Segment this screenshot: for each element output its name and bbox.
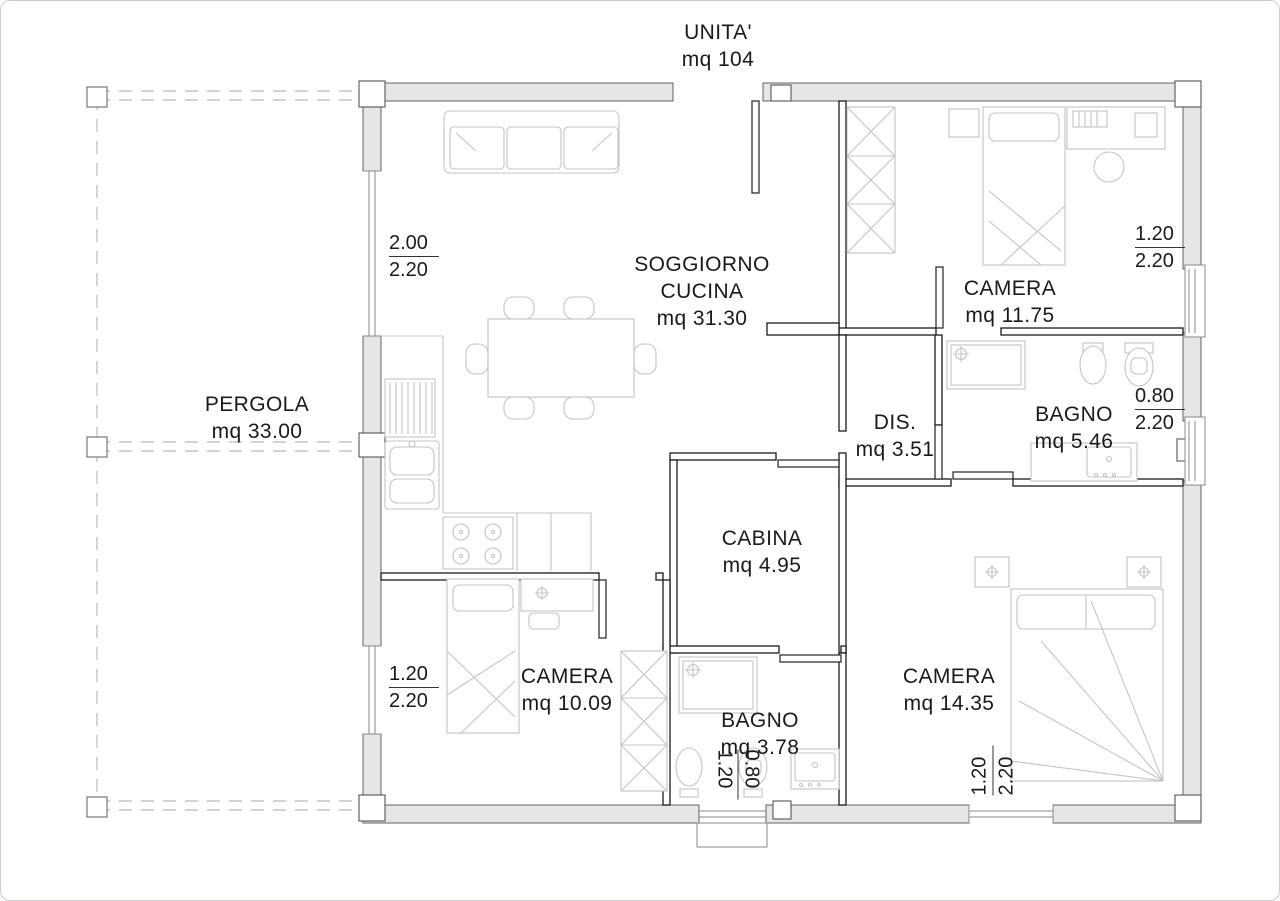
room-name: BAGNO — [1035, 403, 1113, 426]
dim-height: 2.20 — [389, 259, 428, 281]
room-area: mq 31.30 — [656, 307, 748, 330]
room-label-cabina — [672, 525, 852, 579]
camera2-door-leaf — [599, 580, 606, 638]
room-area: mq 11.75 — [965, 304, 1055, 327]
dim-height: 2.20 — [389, 690, 428, 712]
dim-width: 1.20 — [389, 662, 439, 688]
room-label-soggiorno — [612, 251, 792, 332]
room-name: CABINA — [721, 527, 803, 550]
sofa — [444, 111, 619, 173]
dimension-window-camera-bottom-left — [389, 662, 439, 713]
room-label-camera3 — [859, 663, 1039, 717]
dim-width: 0.80 — [1135, 384, 1185, 410]
entrance-door-leaf — [752, 101, 759, 193]
dimension-window-bagno-bottom — [713, 750, 764, 800]
dimension-window-camera-top-right — [1135, 222, 1185, 273]
dim-height: 2.20 — [1135, 412, 1174, 434]
dim-width: 0.80 — [738, 750, 764, 800]
pergola-area: mq 33.00 — [211, 420, 303, 443]
bagno2-door-leaf — [780, 655, 841, 662]
pergola-outline — [97, 91, 363, 810]
room-name: CAMERA — [520, 665, 614, 688]
plan-title — [628, 19, 808, 73]
dim-width: 2.00 — [389, 231, 439, 257]
room-area: mq 4.95 — [722, 554, 802, 577]
desk-camera1 — [1067, 107, 1165, 182]
dimension-window-camera-bottom-right — [968, 746, 1019, 796]
room-area: mq 3.51 — [855, 438, 935, 461]
pergola-name: PERGOLA — [204, 393, 310, 416]
room-label-dis — [805, 409, 985, 463]
room-area: mq 14.35 — [903, 692, 995, 715]
room-name: SOGGIORNO — [634, 253, 770, 276]
dim-width: 1.20 — [968, 746, 994, 796]
desk-camera2 — [521, 579, 593, 629]
dim-height: 2.20 — [995, 756, 1018, 796]
room-name2: CUCINA — [660, 280, 744, 303]
bed-camera1 — [949, 107, 1065, 265]
room-name: BAGNO — [721, 709, 799, 732]
nightstands-camera3 — [975, 557, 1161, 587]
wardrobe-camera1 — [847, 107, 895, 253]
dimension-window-soggiorno-left — [389, 231, 439, 282]
room-area: mq 3.78 — [720, 736, 800, 759]
plan-title-area: mq 104 — [681, 48, 755, 71]
pergola-label — [167, 391, 347, 445]
dim-height: 2.20 — [1135, 250, 1174, 272]
camera3-door-leaf — [953, 472, 1013, 479]
room-name: CAMERA — [963, 277, 1057, 300]
plan-title-name: UNITA' — [684, 21, 752, 44]
room-label-camera1 — [920, 275, 1100, 329]
room-area: mq 10.09 — [521, 692, 613, 715]
room-label-camera2 — [477, 663, 657, 717]
dimension-window-bagno-right — [1135, 384, 1185, 435]
dim-width: 1.20 — [1135, 222, 1185, 248]
room-name: CAMERA — [902, 665, 996, 688]
room-area: mq 5.46 — [1034, 430, 1114, 453]
room-name: DIS. — [873, 411, 917, 434]
dim-height: 1.20 — [713, 749, 736, 789]
